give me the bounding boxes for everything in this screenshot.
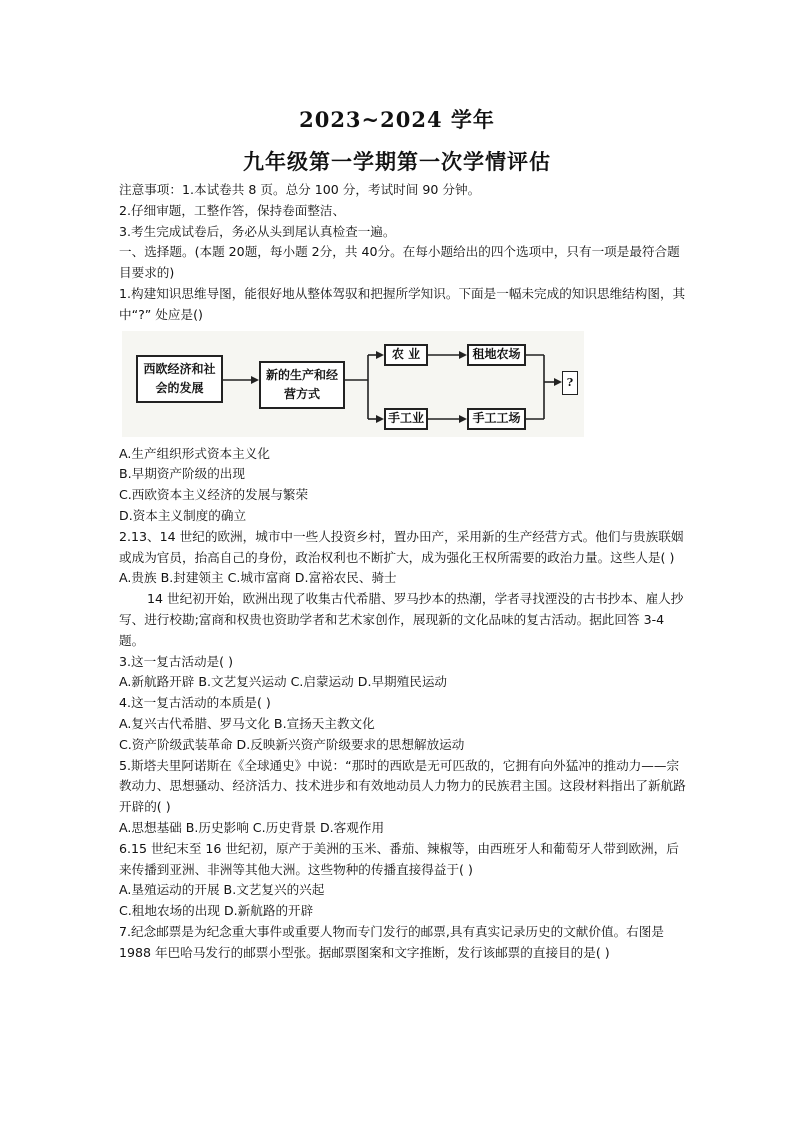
knowledge-mind-map — [122, 331, 584, 437]
note-3: 3.考生完成试卷后，务必从头到尾认真检查一遍。 — [119, 223, 396, 239]
box-western-europe-development: 西欧经济和社会的发展 — [136, 355, 223, 403]
question-6-options-line2: C.租地农场的出现 D.新航路的开辟 — [119, 903, 314, 919]
question-4-stem: 4.这一复古活动的本质是( ) — [119, 695, 271, 711]
exam-year: 2023~2024 学年 — [299, 107, 495, 132]
note-2: 2.仔细审题，工整作答，保持卷面整洁、 — [119, 202, 346, 218]
question-4-options-line1: A.复兴古代希腊、罗马文化 B.宣扬天主教文化 — [119, 715, 375, 731]
question-6-stem: 6.15 世纪末至 16 世纪初，原产于美洲的玉米、番茄、辣椒等，由西班牙人和葡萄牙人带到欧洲，后来传播到亚洲、非洲等其他大洲。这些物种的传播直接得益于( ) — [119, 840, 679, 877]
exam-content — [119, 180, 689, 964]
question-2-stem: 2.13、14 世纪的欧洲，城市中一些人投资乡村，置办田产，采用新的生产经营方式。他们与贵族联姻或成为官员，抬高自己的身份，政治权利也不断扩大，成为强化王权所需要的政治力量。这些人是( ) — [119, 528, 684, 565]
question-1-option-c: C.西欧资本主义经济的发展与繁荣 — [119, 487, 309, 503]
box-agriculture: 农 业 — [384, 344, 428, 366]
question-3-options: A.新航路开辟 B.文艺复兴运动 C.启蒙运动 D.早期殖民运动 — [119, 674, 448, 690]
question-2-options: A.贵族 B.封建领主 C.城市富商 D.富裕农民、骑士 — [119, 570, 397, 586]
note-1: 注意事项：1.本试卷共 8 页。总分 100 分，考试时间 90 分钟。 — [119, 182, 481, 197]
question-6-options-line1: A.垦殖运动的开展 B.文艺复兴的兴起 — [119, 882, 325, 898]
box-workshop: 手工工场 — [467, 408, 526, 430]
box-question-mark: ? — [562, 371, 578, 395]
question-5-stem: 5.斯塔夫里阿诺斯在《全球通史》中说：“那时的西欧是无可匹敌的，它拥有向外猛冲的推动力——宗教动力、思想骚动、经济活力、技术进步和有效地动员人力物力的民族君主国。这段材料指出了新航路开辟的( ) — [119, 757, 686, 815]
question-1-option-b: B.早期资产阶级的出现 — [119, 466, 245, 482]
box-new-production-methods: 新的生产和经营方式 — [259, 361, 345, 409]
question-1-option-d: D.资本主义制度的确立 — [119, 507, 247, 523]
box-handicraft: 手工业 — [384, 408, 428, 430]
exam-title: 九年级第一学期第一次学情评估 — [243, 149, 551, 174]
box-tenant-farm: 租地农场 — [467, 344, 526, 366]
question-7-stem: 7.纪念邮票是为纪念重大事件或重要人物而专门发行的邮票,具有真实记录历史的文献价值。右图是 1988 年巴哈马发行的邮票小型张。据邮票图案和文字推断，发行该邮票的直接目的是( ) — [119, 923, 664, 960]
question-5-options: A.思想基础 B.历史影响 C.历史背景 D.客观作用 — [119, 819, 385, 835]
question-1-stem: 1.构建知识思维导图，能很好地从整体驾驭和把握所学知识。下面是一幅未完成的知识思维结构图，其中“?” 处应是() — [119, 285, 686, 322]
question-1-option-a: A.生产组织形式资本主义化 — [119, 445, 270, 461]
material-3-4: 14 世纪初开始，欧洲出现了收集古代希腊、罗马抄本的热潮，学者寻找湮没的古书抄本、雇人抄写、进行校勘;富商和权贵也资助学者和艺术家创作，展现新的文化品味的复古活动。据此回答 3-4 题。 — [119, 591, 684, 648]
question-4-options-line2: C.资产阶级武装革命 D.反映新兴资产阶级要求的思想解放运动 — [119, 736, 465, 752]
section-heading: 一、选择题。(本题 20题，每小题 2分，共 40分。在每小题给出的四个选项中，只有一项是最符合题目要求的) — [119, 244, 680, 281]
question-3-stem: 3.这一复古活动是( ) — [119, 653, 234, 669]
